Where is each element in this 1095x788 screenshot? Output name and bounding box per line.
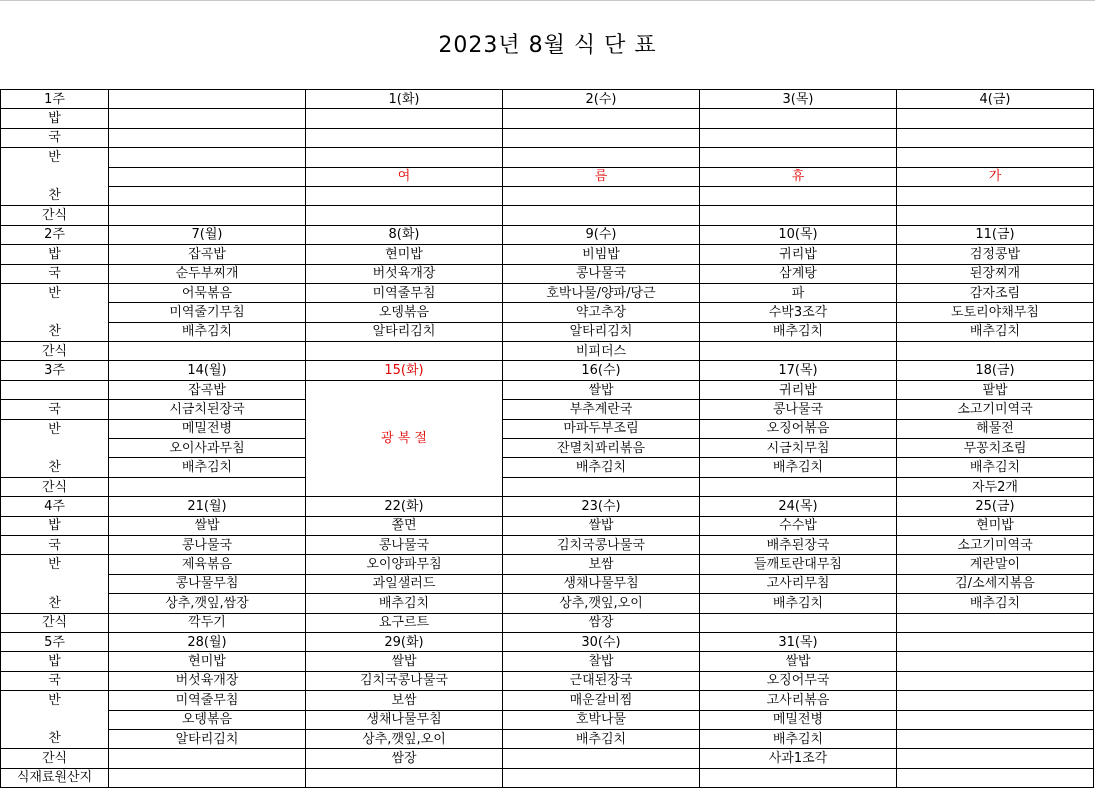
menu-item: 현미밥 (306, 245, 503, 264)
menu-item: 마파두부조림 (503, 419, 700, 438)
meal-row (1, 477, 1094, 496)
day-header: 16(수) (503, 361, 700, 380)
day-header: 2(수) (503, 90, 700, 109)
menu-item: 쌈장 (306, 749, 503, 768)
day-header: 11(금) (897, 225, 1094, 244)
empty-cell (109, 148, 306, 167)
side-label: 반 (1, 283, 109, 302)
meal-row (1, 555, 1094, 574)
meal-row (1, 206, 1094, 225)
menu-item: 메밀전병 (109, 419, 306, 438)
menu-item: 무꽁치조림 (897, 439, 1094, 458)
menu-item: 제육볶음 (109, 555, 306, 574)
menu-item (700, 477, 897, 496)
menu-item: 미역줄기무침 (109, 303, 306, 322)
day-header: 10(목) (700, 225, 897, 244)
page-title: 2023년 8월 식 단 표 (0, 0, 1095, 89)
week-label: 2주 (1, 225, 109, 244)
week-label: 1주 (1, 90, 109, 109)
menu-item: 콩나물국 (306, 535, 503, 554)
empty-cell (306, 148, 503, 167)
day-header: 9(수) (503, 225, 700, 244)
menu-item: 소고기미역국 (897, 535, 1094, 554)
menu-item: 귀리밥 (700, 245, 897, 264)
menu-item: 콩나물국 (700, 400, 897, 419)
snack-label: 간식 (1, 206, 109, 225)
day-header: 24(목) (700, 497, 897, 516)
side-label-spacer (1, 167, 109, 186)
menu-item: 상추,깻잎,오이 (306, 729, 503, 748)
meal-row (1, 535, 1094, 554)
menu-item: 쌀밥 (700, 652, 897, 671)
meal-row (1, 322, 1094, 341)
menu-item: 배추된장국 (700, 535, 897, 554)
menu-item: 미역줄무침 (306, 283, 503, 302)
empty-cell (897, 768, 1094, 787)
menu-item: 소고기미역국 (897, 400, 1094, 419)
menu-item: 계란말이 (897, 555, 1094, 574)
empty-cell (306, 186, 503, 205)
menu-item: 들깨토란대무침 (700, 555, 897, 574)
menu-item: 배추김치 (700, 458, 897, 477)
menu-item: 보쌈 (306, 691, 503, 710)
snack-label: 간식 (1, 477, 109, 496)
empty-cell (503, 109, 700, 128)
side-label: 반 (1, 148, 109, 167)
origin-row (1, 768, 1094, 787)
menu-item: 배추김치 (700, 322, 897, 341)
holiday-cell: 휴 (700, 167, 897, 186)
snack-label: 간식 (1, 342, 109, 361)
menu-item (897, 729, 1094, 748)
meal-row (1, 439, 1094, 458)
menu-item: 알타리김치 (503, 322, 700, 341)
week-header-row (1, 632, 1094, 651)
empty-cell (700, 206, 897, 225)
side-label: 찬 (1, 458, 109, 477)
menu-item (897, 613, 1094, 632)
meal-row (1, 400, 1094, 419)
menu-item: 검정콩밥 (897, 245, 1094, 264)
empty-cell (700, 148, 897, 167)
meal-row (1, 710, 1094, 729)
meal-row (1, 128, 1094, 147)
empty-cell (503, 186, 700, 205)
empty-cell (897, 186, 1094, 205)
menu-item: 배추김치 (109, 458, 306, 477)
day-header: 8(화) (306, 225, 503, 244)
meal-row (1, 342, 1094, 361)
side-label-spacer (1, 303, 109, 322)
empty-cell (306, 768, 503, 787)
meal-row (1, 148, 1094, 167)
menu-item: 귀리밥 (700, 380, 897, 399)
empty-cell (897, 109, 1094, 128)
menu-item: 쌀밥 (109, 516, 306, 535)
day-header: 22(화) (306, 497, 503, 516)
meal-plan-table (0, 89, 1094, 788)
menu-item: 쌀밥 (306, 652, 503, 671)
side-label: 찬 (1, 594, 109, 613)
menu-item: 시금치무침 (700, 439, 897, 458)
menu-item: 자두2개 (897, 477, 1094, 496)
day-header: 25(금) (897, 497, 1094, 516)
meal-row (1, 458, 1094, 477)
menu-item (897, 671, 1094, 690)
menu-item: 배추김치 (306, 594, 503, 613)
snack-label: 간식 (1, 749, 109, 768)
day-header: 29(화) (306, 632, 503, 651)
menu-item: 배추김치 (503, 458, 700, 477)
menu-item: 배추김치 (700, 594, 897, 613)
meal-row (1, 574, 1094, 593)
menu-item: 쫄면 (306, 516, 503, 535)
menu-item (700, 613, 897, 632)
rice-label: 밥 (1, 245, 109, 264)
holiday-cell: 광 복 절 (306, 380, 503, 496)
menu-item: 김치국콩나물국 (306, 671, 503, 690)
day-header: 18(금) (897, 361, 1094, 380)
empty-cell (109, 186, 306, 205)
menu-item: 된장찌개 (897, 264, 1094, 283)
meal-row (1, 419, 1094, 438)
rice-label: 밥 (1, 516, 109, 535)
meal-row (1, 691, 1094, 710)
menu-item (897, 342, 1094, 361)
menu-item: 버섯육개장 (306, 264, 503, 283)
week-label: 5주 (1, 632, 109, 651)
menu-item: 찰밥 (503, 652, 700, 671)
menu-item: 팥밥 (897, 380, 1094, 399)
soup-label: 국 (1, 535, 109, 554)
menu-item (700, 342, 897, 361)
empty-cell (306, 109, 503, 128)
empty-cell (700, 128, 897, 147)
empty-cell (109, 206, 306, 225)
day-header: 23(수) (503, 497, 700, 516)
menu-item: 보쌈 (503, 555, 700, 574)
empty-cell (109, 109, 306, 128)
day-header: 28(월) (109, 632, 306, 651)
menu-item: 도토리야채무침 (897, 303, 1094, 322)
menu-item: 콩나물무침 (109, 574, 306, 593)
week-header-row (1, 90, 1094, 109)
menu-item (503, 477, 700, 496)
menu-item: 수박3조각 (700, 303, 897, 322)
menu-item: 오뎅볶음 (306, 303, 503, 322)
menu-item: 배추김치 (503, 729, 700, 748)
holiday-cell: 가 (897, 167, 1094, 186)
empty-cell (109, 768, 306, 787)
menu-item: 배추김치 (109, 322, 306, 341)
side-label: 찬 (1, 322, 109, 341)
menu-item: 버섯육개장 (109, 671, 306, 690)
menu-item: 약고추장 (503, 303, 700, 322)
meal-row (1, 245, 1094, 264)
menu-item: 잡곡밥 (109, 380, 306, 399)
menu-item: 근대된장국 (503, 671, 700, 690)
side-label: 반 (1, 691, 109, 710)
day-header (109, 90, 306, 109)
menu-item: 사과1조각 (700, 749, 897, 768)
menu-item (109, 749, 306, 768)
menu-item: 고사리무침 (700, 574, 897, 593)
menu-item: 과일샐러드 (306, 574, 503, 593)
menu-item: 콩나물국 (109, 535, 306, 554)
side-label-spacer (1, 710, 109, 729)
meal-row (1, 167, 1094, 186)
menu-item (897, 710, 1094, 729)
menu-item: 김/소세지볶음 (897, 574, 1094, 593)
meal-row (1, 186, 1094, 205)
menu-item: 현미밥 (897, 516, 1094, 535)
menu-item (897, 652, 1094, 671)
menu-item: 생채나물무침 (503, 574, 700, 593)
rice-label: 밥 (1, 652, 109, 671)
rice-label: 밥 (1, 109, 109, 128)
soup-label: 국 (1, 400, 109, 419)
menu-item: 잡곡밥 (109, 245, 306, 264)
day-header: 1(화) (306, 90, 503, 109)
menu-item: 콩나물국 (503, 264, 700, 283)
empty-cell (306, 206, 503, 225)
day-header: 31(목) (700, 632, 897, 651)
day-header: 17(목) (700, 361, 897, 380)
empty-cell (306, 128, 503, 147)
rice-label (1, 380, 109, 399)
day-header: 7(월) (109, 225, 306, 244)
menu-item: 쌀밥 (503, 380, 700, 399)
menu-item: 미역줄무침 (109, 691, 306, 710)
meal-row (1, 729, 1094, 748)
day-header: 4(금) (897, 90, 1094, 109)
menu-item: 깍두기 (109, 613, 306, 632)
empty-cell (700, 109, 897, 128)
day-header: 14(월) (109, 361, 306, 380)
menu-item: 알타리김치 (109, 729, 306, 748)
menu-item: 알타리김치 (306, 322, 503, 341)
menu-item: 감자조림 (897, 283, 1094, 302)
meal-row (1, 283, 1094, 302)
menu-item: 김치국콩나물국 (503, 535, 700, 554)
menu-item: 생채나물무침 (306, 710, 503, 729)
holiday-cell (109, 167, 306, 186)
menu-item: 파 (700, 283, 897, 302)
empty-cell (700, 186, 897, 205)
menu-item: 배추김치 (897, 594, 1094, 613)
menu-item: 잔멸치꽈리볶음 (503, 439, 700, 458)
menu-item: 시금치된장국 (109, 400, 306, 419)
empty-cell (109, 128, 306, 147)
menu-item: 오뎅볶음 (109, 710, 306, 729)
menu-item (306, 342, 503, 361)
menu-item: 삼계탕 (700, 264, 897, 283)
soup-label: 국 (1, 128, 109, 147)
week-header-row (1, 361, 1094, 380)
menu-item (897, 749, 1094, 768)
day-header: 3(목) (700, 90, 897, 109)
meal-row (1, 652, 1094, 671)
menu-item: 비피더스 (503, 342, 700, 361)
empty-cell (503, 206, 700, 225)
menu-item: 오징어무국 (700, 671, 897, 690)
week-label: 3주 (1, 361, 109, 380)
menu-item: 수수밥 (700, 516, 897, 535)
menu-item: 매운갈비찜 (503, 691, 700, 710)
side-label: 반 (1, 555, 109, 574)
side-label-spacer (1, 574, 109, 593)
menu-item: 요구르트 (306, 613, 503, 632)
menu-item (109, 477, 306, 496)
empty-cell (897, 206, 1094, 225)
menu-item: 배추김치 (700, 729, 897, 748)
side-label-spacer (1, 439, 109, 458)
menu-item: 호박나물/양파/당근 (503, 283, 700, 302)
menu-item (897, 691, 1094, 710)
empty-cell (503, 768, 700, 787)
menu-item: 오이양파무침 (306, 555, 503, 574)
empty-cell (503, 148, 700, 167)
week-header-row (1, 497, 1094, 516)
meal-row (1, 594, 1094, 613)
menu-item: 상추,깻잎,쌈장 (109, 594, 306, 613)
meal-row (1, 516, 1094, 535)
holiday-cell: 여 (306, 167, 503, 186)
menu-item: 메밀전병 (700, 710, 897, 729)
meal-row (1, 303, 1094, 322)
empty-cell (700, 768, 897, 787)
side-label: 반 (1, 419, 109, 438)
menu-item: 오이사과무침 (109, 439, 306, 458)
menu-item (503, 749, 700, 768)
meal-row (1, 109, 1094, 128)
menu-item: 호박나물 (503, 710, 700, 729)
menu-item: 어묵볶음 (109, 283, 306, 302)
menu-item: 순두부찌개 (109, 264, 306, 283)
day-header: 21(월) (109, 497, 306, 516)
meal-row (1, 671, 1094, 690)
menu-item: 배추김치 (897, 322, 1094, 341)
menu-item: 쌀밥 (503, 516, 700, 535)
menu-item: 배추김치 (897, 458, 1094, 477)
week-header-row (1, 225, 1094, 244)
empty-cell (897, 148, 1094, 167)
week-label: 4주 (1, 497, 109, 516)
day-header (897, 632, 1094, 651)
meal-row (1, 613, 1094, 632)
menu-item (109, 342, 306, 361)
meal-row (1, 264, 1094, 283)
soup-label: 국 (1, 264, 109, 283)
meal-row (1, 749, 1094, 768)
menu-item: 현미밥 (109, 652, 306, 671)
menu-item: 상추,깻잎,오이 (503, 594, 700, 613)
empty-cell (503, 128, 700, 147)
day-header: 30(수) (503, 632, 700, 651)
snack-label: 간식 (1, 613, 109, 632)
meal-row (1, 380, 1094, 399)
side-label: 찬 (1, 186, 109, 205)
holiday-cell: 름 (503, 167, 700, 186)
soup-label: 국 (1, 671, 109, 690)
menu-item: 해물전 (897, 419, 1094, 438)
menu-item: 고사리볶음 (700, 691, 897, 710)
menu-item: 쌈장 (503, 613, 700, 632)
menu-item: 비빔밥 (503, 245, 700, 264)
empty-cell (897, 128, 1094, 147)
side-label: 찬 (1, 729, 109, 748)
origin-label: 식재료원산지 (1, 768, 109, 787)
menu-item: 부추계란국 (503, 400, 700, 419)
menu-item: 오징어볶음 (700, 419, 897, 438)
day-header: 15(화) (306, 361, 503, 380)
